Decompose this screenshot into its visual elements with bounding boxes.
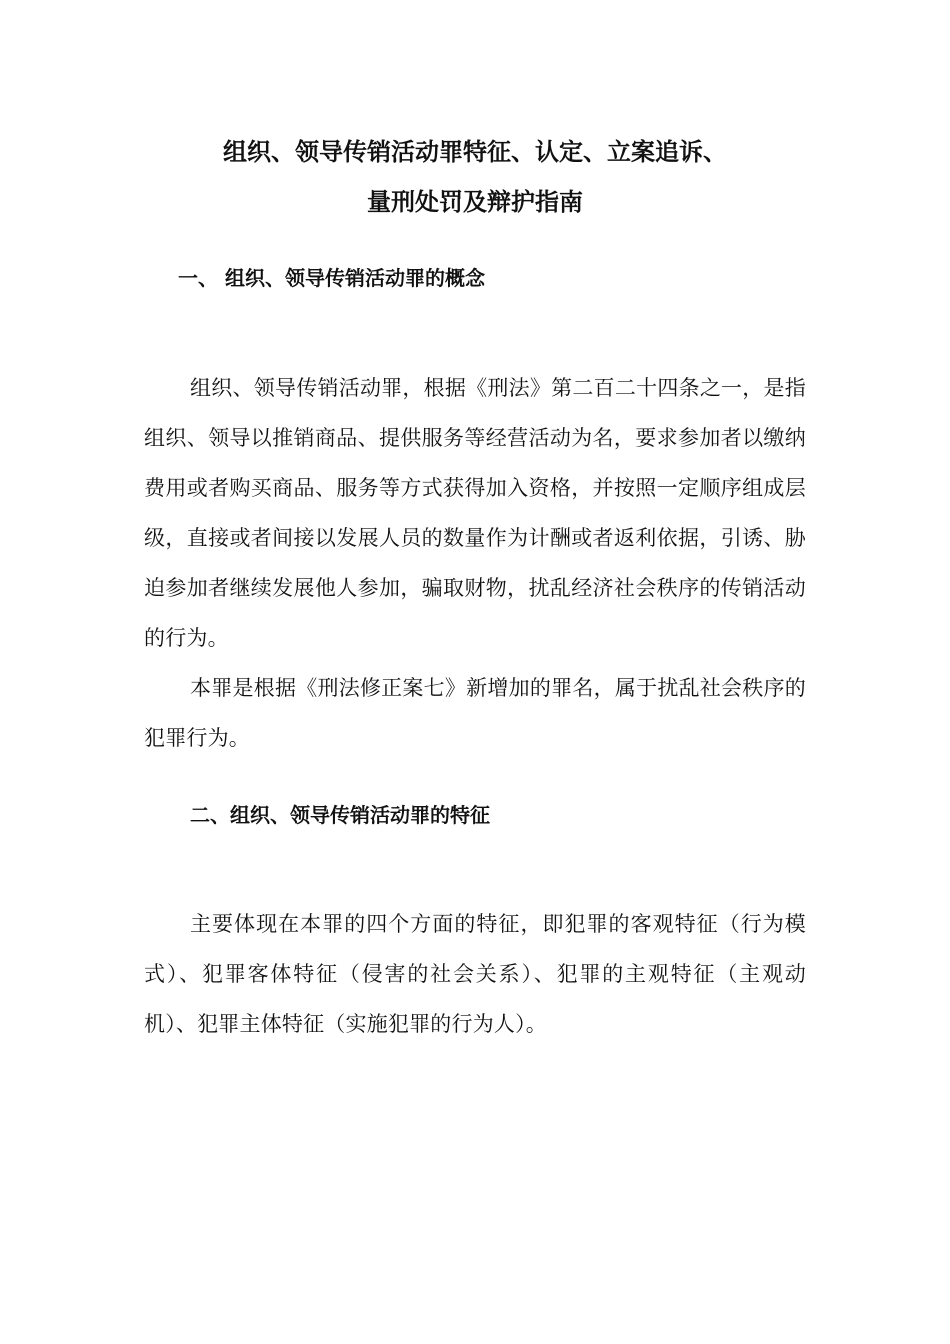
- document-title-line-1: 组织、领导传销活动罪特征、认定、立案追诉、: [223, 138, 727, 166]
- document-title-line-2: 量刑处罚及辩护指南: [367, 188, 583, 216]
- section-2-paragraph-1: 主要体现在本罪的四个方面的特征，即犯罪的客观特征（行为模式）、犯罪客体特征（侵害的社会关系）、犯罪的主观特征（主观动机）、犯罪主体特征（实施犯罪的行为人）。: [144, 912, 806, 1036]
- section-1-paragraph-1: 组织、领导传销活动罪，根据《刑法》第二百二十四条之一，是指组织、领导以推销商品、提供服务等经营活动为名，要求参加者以缴纳费用或者购买商品、服务等方式获得加入资格，并按照一定顺序组成层级，直接或者间接以发展人员的数量作为计酬或者返利依据，引诱、胁迫参加者继续发展他人参加，骗取财物，扰乱经济社会秩序的传销活动的行为。: [144, 376, 806, 650]
- section-1-heading: 一、 组织、领导传销活动罪的概念: [178, 266, 485, 290]
- section-2-heading: 二、组织、领导传销活动罪的特征: [190, 803, 490, 827]
- section-1-paragraph-2: 本罪是根据《刑法修正案七》新增加的罪名，属于扰乱社会秩序的犯罪行为。: [144, 676, 806, 750]
